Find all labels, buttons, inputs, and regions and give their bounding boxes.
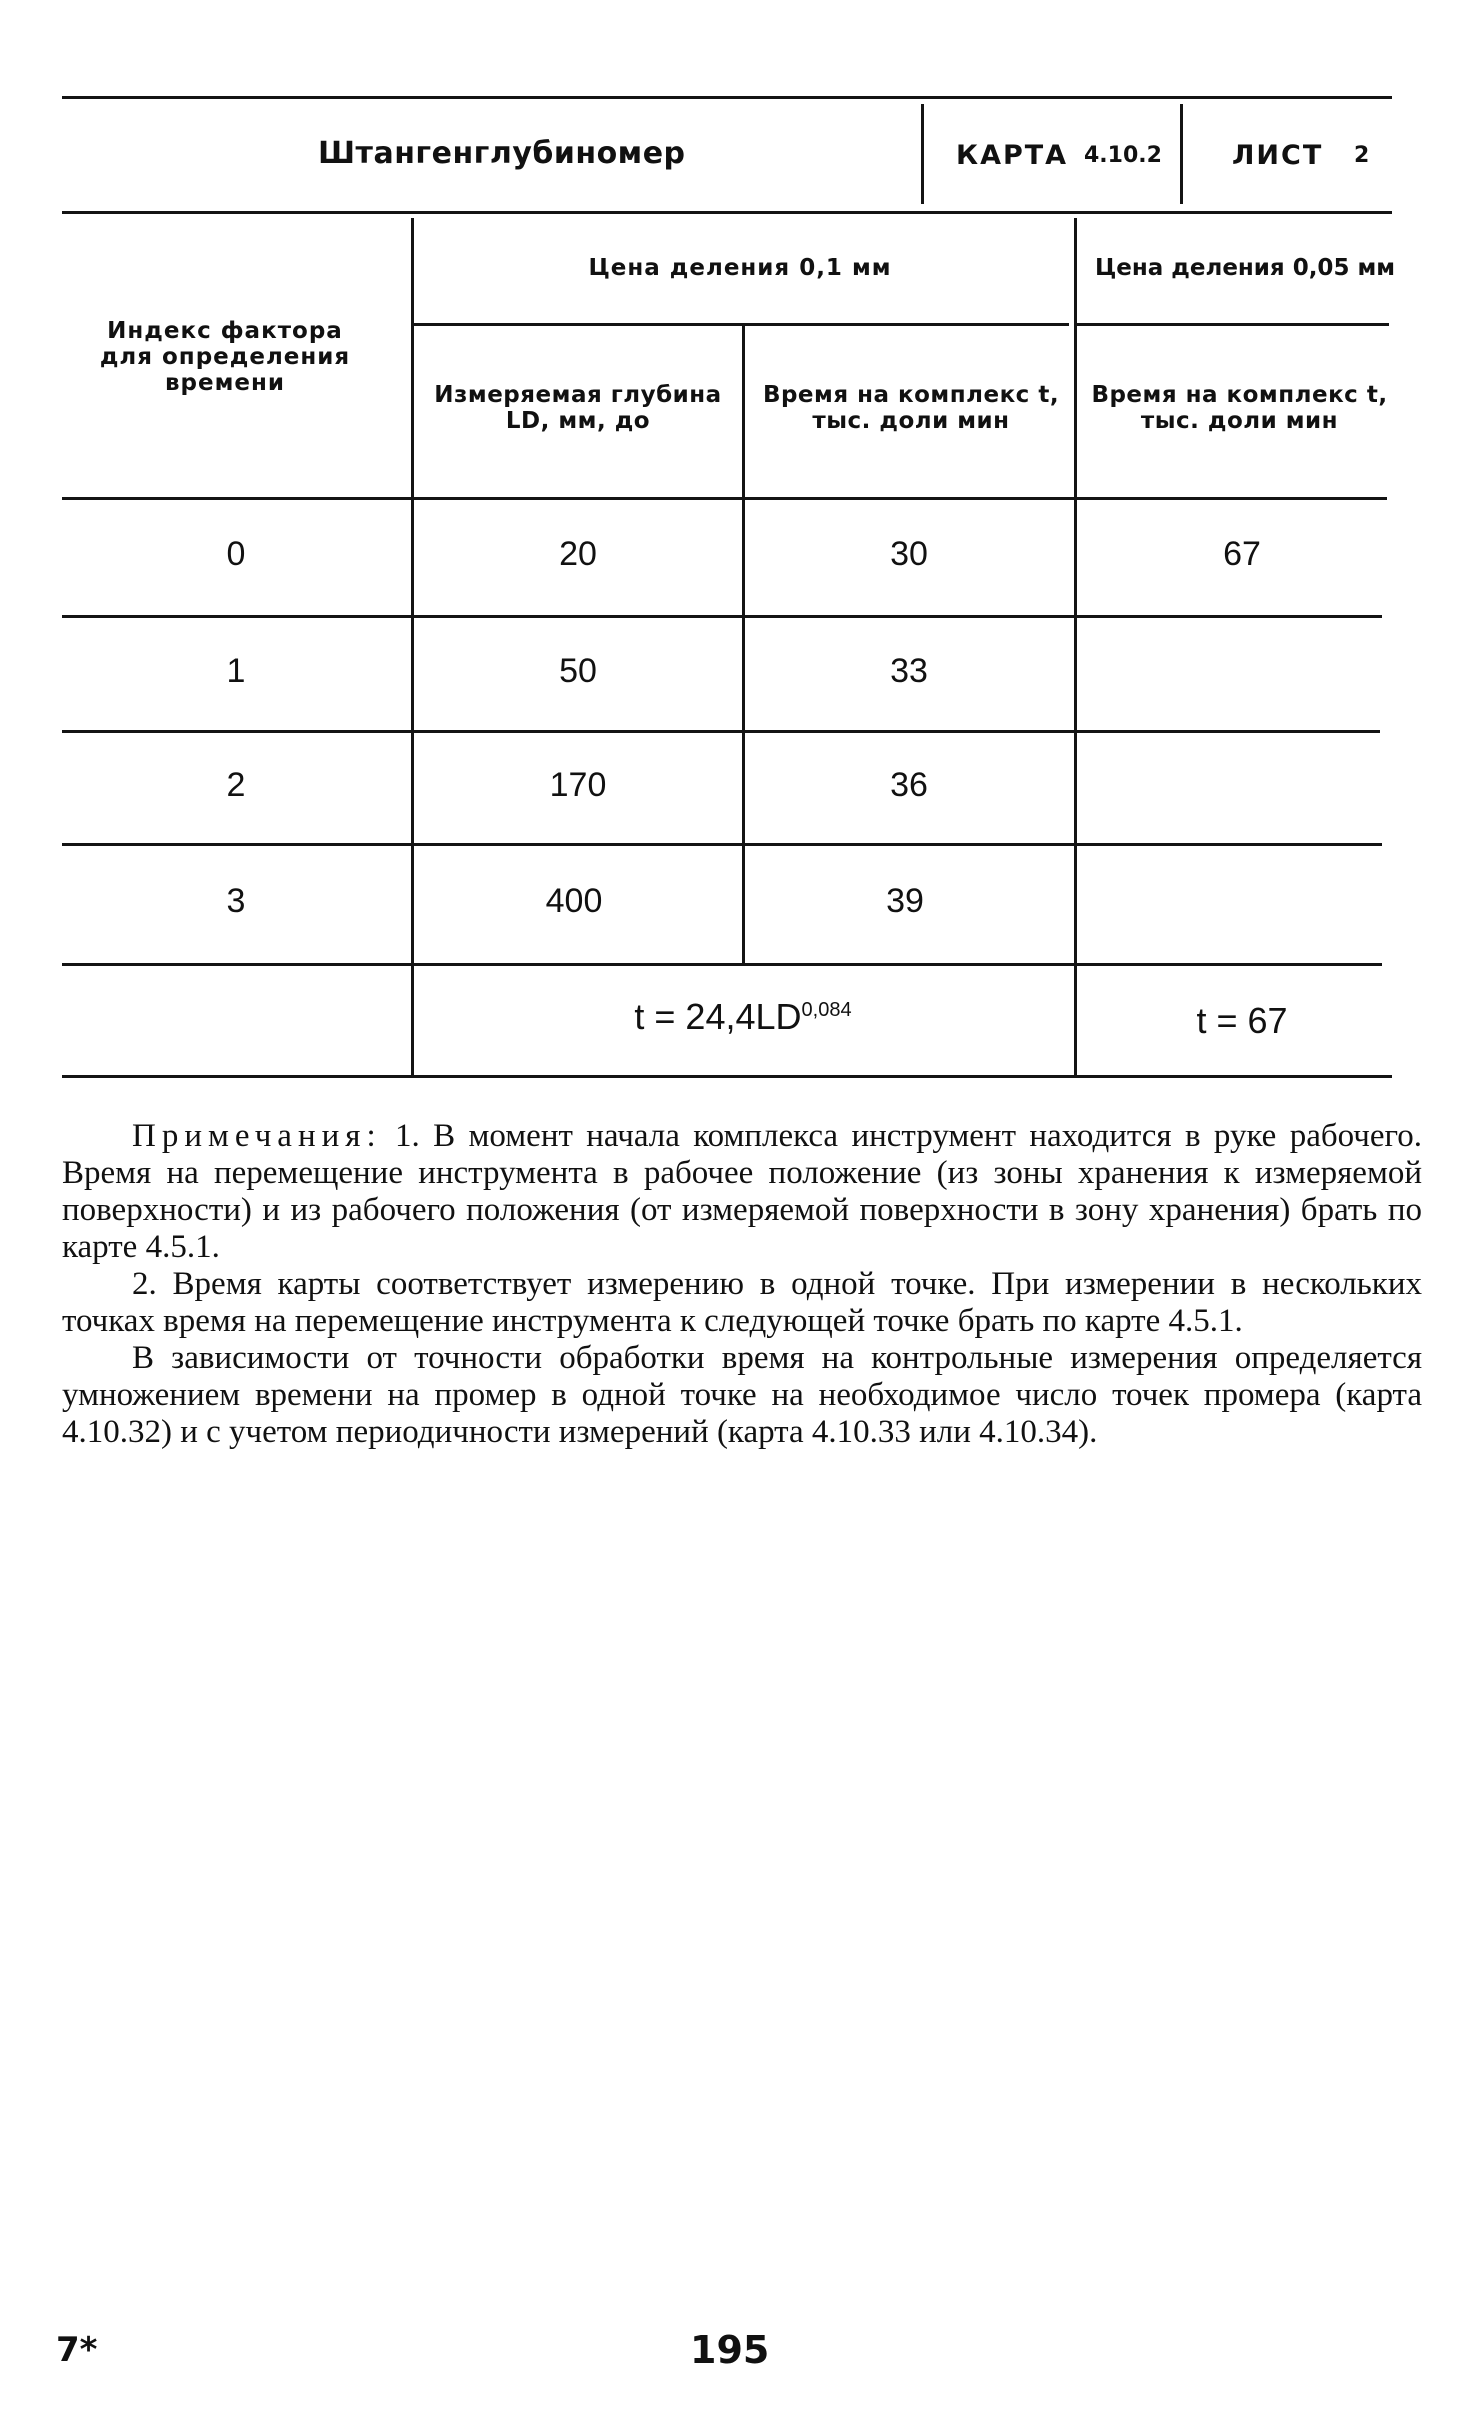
card-label: КАРТА — [956, 140, 1069, 171]
row1-time: 33 — [890, 652, 928, 690]
row2-time: 36 — [890, 766, 928, 804]
formula-main-text: t = 24,4LD — [634, 996, 802, 1037]
row3-index: 3 — [226, 882, 246, 920]
header-bottom-rule — [62, 211, 1392, 214]
table-col-divider-1 — [411, 218, 414, 1078]
row0-time: 30 — [890, 535, 928, 573]
sheet-mark: 7* — [56, 2330, 98, 2370]
sheet-number: 2 — [1354, 143, 1370, 168]
table-col-divider-2 — [742, 325, 745, 965]
notes-label: Примечания: — [132, 1118, 382, 1154]
header-top-rule — [62, 96, 1392, 99]
note-1-text: 1. В момент начала комплекса инструмент находится в руке рабочего. Время на перемещение инструмента в рабочее положение (из зоны хранения к измеряемой поверхности) и из рабочего положения (от измеряемой поверхности в зону хранения) брать по карте 4.5.1. — [62, 1118, 1423, 1265]
index-header: Индекс фактора для определения времени — [99, 318, 351, 396]
header-divider-2 — [1180, 104, 1183, 204]
row2-index: 2 — [226, 766, 246, 804]
row-rule-2 — [62, 730, 1380, 733]
document-title: Штангенглубиномер — [318, 136, 686, 171]
row-rule-4 — [62, 963, 1382, 966]
subheader-rule-right — [1077, 323, 1389, 326]
row-rule-3 — [62, 843, 1382, 846]
note-1 — [62, 1118, 1422, 1266]
group-header-005: Цена деления 0,05 мм — [1094, 255, 1396, 281]
col-depth-header: Измеряемая глубина LD, мм, до — [434, 382, 722, 434]
formula-exponent: 0,084 — [801, 999, 852, 1021]
row1-depth: 50 — [559, 652, 597, 690]
page-number: 195 — [690, 2328, 770, 2372]
row3-depth: 400 — [545, 882, 603, 920]
col-time-header: Время на комплекс t, тыс. доли мин — [762, 382, 1060, 434]
table-header-bottom-rule — [62, 497, 1387, 500]
row0-time2: 67 — [1223, 535, 1261, 573]
formula-right: t = 67 — [1196, 1000, 1288, 1041]
sheet-label: ЛИСТ — [1232, 140, 1324, 171]
header-divider-1 — [921, 104, 924, 204]
row0-depth: 20 — [559, 535, 597, 573]
table-col-divider-3 — [1074, 218, 1077, 1078]
row1-index: 1 — [226, 652, 246, 690]
table-bottom-rule — [62, 1075, 1392, 1078]
row0-index: 0 — [226, 535, 246, 573]
formula-main — [414, 996, 1072, 1038]
row-rule-1 — [62, 615, 1382, 618]
notes-block — [62, 1118, 1422, 1451]
card-number: 4.10.2 — [1084, 143, 1162, 168]
col-time2-header: Время на комплекс t, тыс. доли мин — [1091, 382, 1388, 434]
group-header-01: Цена деления 0,1 мм — [588, 255, 892, 281]
note-2: 2. Время карты соответствует измерению в одной точке. При измерении в нескольких точках время на перемещение инструмента к следующей точке брать по карте 4.5.1. — [62, 1266, 1422, 1339]
row2-depth: 170 — [549, 766, 607, 804]
subheader-rule-left — [414, 323, 1069, 326]
row3-time: 39 — [886, 882, 924, 920]
note-3: В зависимости от точности обработки время на контрольные измерения определяется умножением времени на промер в одной точке на необходимое число точек промера (карта 4.10.32) и с учетом периодичности измерений (карта 4.10.33 или 4.10.34). — [62, 1340, 1422, 1450]
